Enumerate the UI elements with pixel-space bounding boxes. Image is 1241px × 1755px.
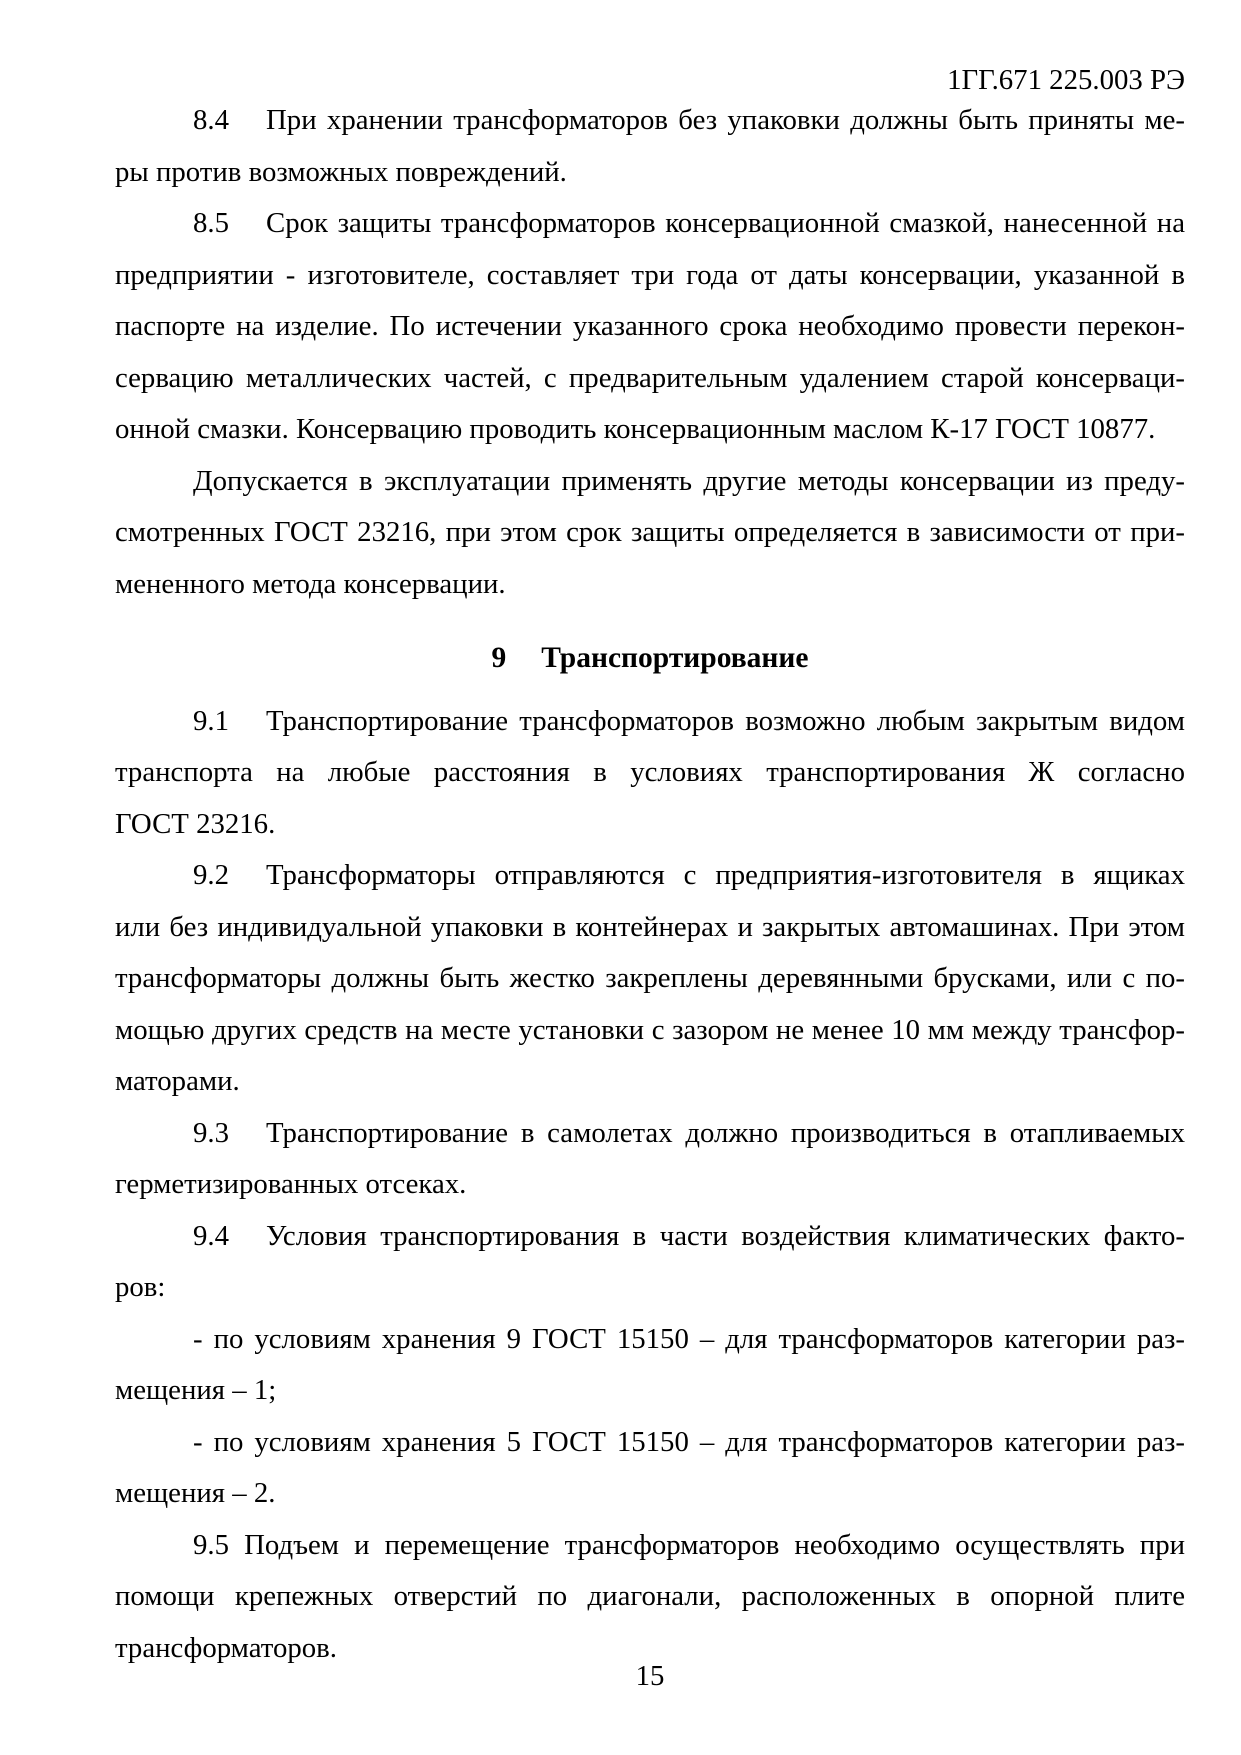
tab-spacer xyxy=(229,231,266,232)
line-text: мощью других средств на месте установки с зазором не менее 10 мм между трансфор- xyxy=(115,1013,1185,1046)
line-text: Транспортирование в самолетах должно производиться в отапливаемых xyxy=(266,1116,1185,1149)
text-line xyxy=(115,1520,1185,1572)
text-line xyxy=(115,902,1185,954)
text-line xyxy=(115,1159,1185,1211)
paragraph xyxy=(115,1417,1185,1520)
line-text: мещения – 1; xyxy=(115,1374,277,1406)
first-line-indent xyxy=(115,1553,193,1554)
page-number: 15 xyxy=(635,1660,665,1692)
text-line xyxy=(115,1314,1185,1366)
text-line xyxy=(115,95,1185,147)
line-text: предприятии - изготовителе, составляет три года от даты консервации, указанной в xyxy=(115,258,1185,291)
line-text: смотренных ГОСТ 23216, при этом срок защиты определяется в зависимости от при- xyxy=(115,516,1185,548)
section-heading xyxy=(115,633,1185,685)
text-line xyxy=(115,507,1185,559)
text-line xyxy=(115,147,1185,199)
text-line xyxy=(115,1468,1185,1520)
paragraph-number: 9.5 xyxy=(193,1528,229,1561)
tab-spacer xyxy=(229,729,266,730)
line-text: Условия транспортирования в части воздействия климатических факто- xyxy=(266,1219,1185,1252)
paragraph-9.3 xyxy=(115,1108,1185,1211)
text-line xyxy=(115,953,1185,1005)
text-line xyxy=(115,250,1185,302)
text-line xyxy=(115,301,1185,353)
tab-spacer xyxy=(229,128,266,129)
section-title: Транспортирование xyxy=(541,642,809,674)
first-line-indent xyxy=(115,489,193,490)
text-line xyxy=(115,799,1185,851)
first-line-indent xyxy=(115,729,193,730)
text-line xyxy=(115,696,1185,748)
text-line xyxy=(115,1365,1185,1417)
first-line-indent xyxy=(115,1141,193,1142)
text-line xyxy=(115,353,1185,405)
line-text: Срок защиты трансформаторов консервационной смазкой, нанесенной на xyxy=(266,207,1185,239)
paragraph-9.1 xyxy=(115,696,1185,851)
line-text: Транспортирование трансформаторов возможно любым закрытым видом xyxy=(266,704,1185,737)
paragraph-9.4 xyxy=(115,1211,1185,1314)
paragraph-number: 8.5 xyxy=(193,207,229,239)
line-text: ров: xyxy=(115,1271,166,1303)
paragraph-8.4 xyxy=(115,95,1185,198)
line-text: Трансформаторы отправляются с предприятия-изготовителя в ящиках xyxy=(266,859,1185,891)
document-body xyxy=(115,95,1185,1674)
text-line xyxy=(115,559,1185,611)
tab-spacer xyxy=(229,883,266,884)
paragraph-number: 8.4 xyxy=(193,104,229,136)
text-line xyxy=(115,1262,1185,1314)
text-line xyxy=(115,1108,1185,1160)
line-text: ры против возможных повреждений. xyxy=(115,155,567,188)
paragraph xyxy=(115,456,1185,611)
text-line xyxy=(115,456,1185,508)
line-text: герметизированных отсеках. xyxy=(115,1168,467,1200)
document-code: 1ГГ.671 225.003 РЭ xyxy=(947,64,1185,96)
text-line xyxy=(115,1417,1185,1469)
first-line-indent xyxy=(115,1347,193,1348)
line-text: помощи крепежных отверстий по диагонали, расположенных в опорной плите xyxy=(115,1580,1185,1612)
paragraph-9.2 xyxy=(115,850,1185,1108)
line-text: или без индивидуальной упаковки в контейнерах и закрытых автомашинах. При этом xyxy=(115,910,1185,943)
paragraph-number: 9.3 xyxy=(193,1116,229,1149)
line-text: трансформаторов. xyxy=(115,1631,337,1664)
text-line xyxy=(115,1571,1185,1623)
section-number: 9 xyxy=(491,642,507,674)
line-text: трансформаторы должны быть жестко закреплены деревянными брусками, или с по- xyxy=(115,962,1185,994)
first-line-indent xyxy=(115,883,193,884)
line-text: мененного метода консервации. xyxy=(115,567,506,600)
line-text: Допускается в эксплуатации применять другие методы консервации из преду- xyxy=(193,464,1185,497)
line-text: - по условиям хранения 5 ГОСТ 15150 – для трансформаторов категории раз- xyxy=(193,1425,1185,1458)
paragraph-number: 9.1 xyxy=(193,704,229,737)
line-text: мещения – 2. xyxy=(115,1477,276,1509)
text-line xyxy=(115,1005,1185,1057)
line-text: сервацию металлических частей, с предварительным удалением старой консерваци- xyxy=(115,361,1185,394)
first-line-indent xyxy=(115,128,193,129)
paragraph-number: 9.2 xyxy=(193,859,229,891)
text-line xyxy=(115,198,1185,250)
line-text: При хранении трансформаторов без упаковки должны быть приняты ме- xyxy=(266,104,1185,136)
paragraph-8.5 xyxy=(115,198,1185,456)
line-text: - по условиям хранения 9 ГОСТ 15150 – для трансформаторов категории раз- xyxy=(193,1322,1185,1355)
text-line xyxy=(115,850,1185,902)
first-line-indent xyxy=(115,1244,193,1245)
first-line-indent xyxy=(115,231,193,232)
text-line xyxy=(115,404,1185,456)
line-text: ГОСТ 23216. xyxy=(115,807,276,840)
paragraph-number: 9.4 xyxy=(193,1219,229,1252)
paragraph xyxy=(115,1314,1185,1417)
text-line xyxy=(115,1056,1185,1108)
line-text: Подъем и перемещение трансформаторов необходимо осуществлять при xyxy=(244,1528,1185,1561)
tab-spacer xyxy=(229,1244,266,1245)
heading-spacer xyxy=(506,666,541,667)
tab-spacer xyxy=(229,1141,266,1142)
paragraph-9.5 xyxy=(115,1520,1185,1675)
text-line xyxy=(115,1211,1185,1263)
first-line-indent xyxy=(115,1450,193,1451)
line-text: транспорта на любые расстояния в условиях транспортирования Ж согласно xyxy=(115,756,1185,788)
text-line xyxy=(115,747,1185,799)
line-text: паспорте на изделие. По истечении указанного срока необходимо провести перекон- xyxy=(115,310,1185,342)
line-text: онной смазки. Консервацию проводить консервационным маслом К-17 ГОСТ 10877. xyxy=(115,413,1156,445)
line-text: маторами. xyxy=(115,1065,240,1097)
